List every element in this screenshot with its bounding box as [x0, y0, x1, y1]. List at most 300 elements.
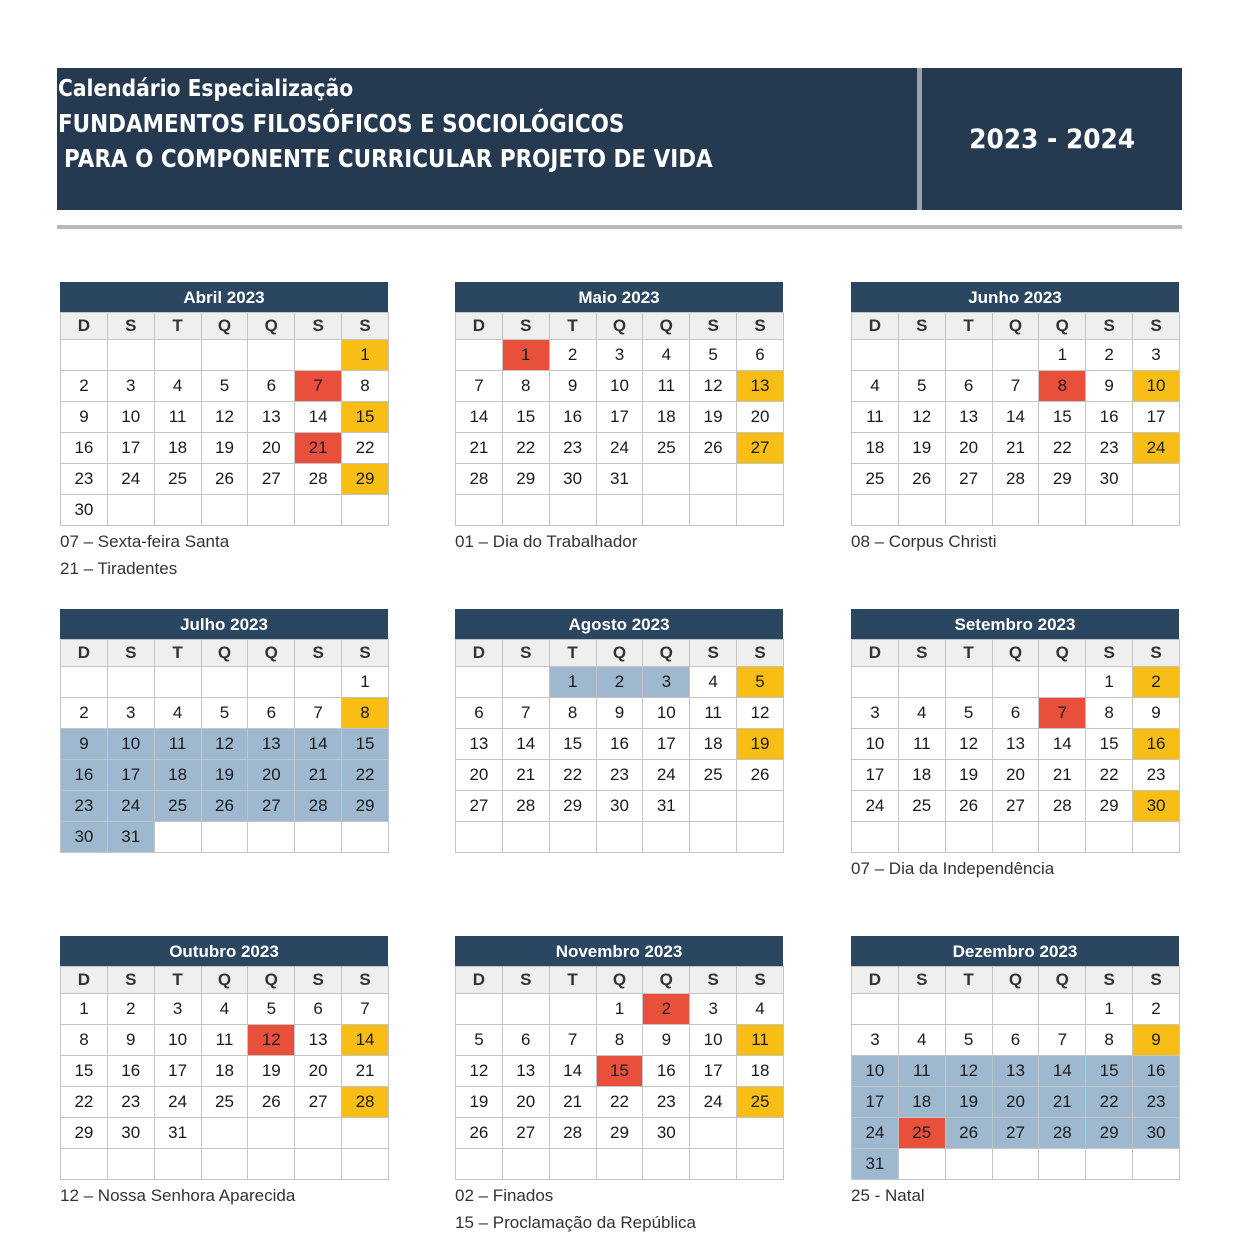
week-row — [852, 340, 1180, 371]
weekday-header: Q — [992, 640, 1039, 667]
empty-cell — [945, 495, 992, 526]
day-cell: 18 — [690, 729, 737, 760]
month-calendar — [851, 282, 1179, 555]
day-cell: 11 — [852, 402, 899, 433]
day-cell: 29 — [61, 1118, 108, 1149]
day-cell: 9 — [549, 371, 596, 402]
empty-cell — [737, 822, 784, 853]
week-row — [456, 402, 784, 433]
day-cell: 10 — [1133, 371, 1180, 402]
holiday-notes — [60, 528, 388, 582]
weekday-header: S — [502, 967, 549, 994]
empty-cell — [852, 340, 899, 371]
week-row — [61, 433, 389, 464]
day-cell: 29 — [1086, 1118, 1133, 1149]
month-title: Novembro 2023 — [455, 936, 783, 966]
day-cell: 3 — [852, 698, 899, 729]
day-cell: 15 — [596, 1056, 643, 1087]
day-cell: 31 — [154, 1118, 201, 1149]
weekday-header: Q — [248, 640, 295, 667]
day-cell: 16 — [596, 729, 643, 760]
holiday-note: 07 – Dia da Independência — [851, 859, 1055, 878]
weekday-header: Q — [596, 640, 643, 667]
day-cell: 12 — [945, 729, 992, 760]
day-cell: 24 — [596, 433, 643, 464]
day-cell: 21 — [502, 760, 549, 791]
day-cell: 26 — [456, 1118, 503, 1149]
day-cell: 30 — [549, 464, 596, 495]
day-cell: 20 — [295, 1056, 342, 1087]
empty-cell — [295, 822, 342, 853]
weekday-header: T — [549, 640, 596, 667]
empty-cell — [690, 822, 737, 853]
empty-cell — [1039, 667, 1086, 698]
weekday-header: S — [342, 313, 389, 340]
day-cell: 31 — [107, 822, 154, 853]
holiday-note: 02 – Finados — [455, 1186, 554, 1205]
day-cell: 28 — [1039, 791, 1086, 822]
day-cell: 30 — [643, 1118, 690, 1149]
month-title: Dezembro 2023 — [851, 936, 1179, 966]
week-row — [61, 667, 389, 698]
weekday-header: D — [852, 967, 899, 994]
day-cell: 22 — [342, 760, 389, 791]
day-cell: 7 — [342, 994, 389, 1025]
day-cell: 15 — [549, 729, 596, 760]
day-cell: 9 — [1086, 371, 1133, 402]
day-cell: 26 — [201, 464, 248, 495]
day-cell: 28 — [456, 464, 503, 495]
holiday-notes — [455, 1182, 783, 1236]
weekday-header: Q — [643, 640, 690, 667]
empty-cell — [502, 994, 549, 1025]
day-cell: 30 — [107, 1118, 154, 1149]
day-cell: 25 — [898, 1118, 945, 1149]
day-cell: 24 — [690, 1087, 737, 1118]
day-cell: 27 — [248, 464, 295, 495]
day-cell: 4 — [154, 371, 201, 402]
day-cell: 24 — [107, 464, 154, 495]
empty-cell — [456, 822, 503, 853]
day-cell: 7 — [502, 698, 549, 729]
day-cell: 10 — [852, 1056, 899, 1087]
day-cell: 11 — [201, 1025, 248, 1056]
day-cell: 9 — [643, 1025, 690, 1056]
day-cell: 30 — [61, 822, 108, 853]
day-cell: 15 — [1086, 1056, 1133, 1087]
day-cell: 21 — [295, 760, 342, 791]
day-cell: 29 — [1039, 464, 1086, 495]
day-cell: 27 — [295, 1087, 342, 1118]
day-cell: 26 — [945, 1118, 992, 1149]
weekday-header: S — [107, 967, 154, 994]
month-table — [455, 966, 784, 1180]
day-cell: 13 — [295, 1025, 342, 1056]
day-cell: 21 — [456, 433, 503, 464]
empty-cell — [1133, 822, 1180, 853]
day-cell: 1 — [596, 994, 643, 1025]
day-cell: 4 — [898, 698, 945, 729]
day-cell: 2 — [61, 698, 108, 729]
empty-cell — [549, 495, 596, 526]
month-calendar — [60, 282, 388, 582]
day-cell: 6 — [295, 994, 342, 1025]
weekday-header: D — [61, 967, 108, 994]
weekday-header: Q — [201, 313, 248, 340]
empty-cell — [945, 667, 992, 698]
weekday-header: S — [690, 640, 737, 667]
holiday-notes — [60, 1182, 388, 1209]
empty-cell — [596, 495, 643, 526]
day-cell: 3 — [1133, 340, 1180, 371]
day-cell: 8 — [1086, 698, 1133, 729]
day-cell: 5 — [690, 340, 737, 371]
day-cell: 6 — [737, 340, 784, 371]
day-cell: 12 — [201, 729, 248, 760]
empty-cell — [456, 994, 503, 1025]
empty-cell — [201, 822, 248, 853]
day-cell: 21 — [992, 433, 1039, 464]
weekday-header: S — [1086, 967, 1133, 994]
weekday-header: S — [737, 640, 784, 667]
day-cell: 16 — [643, 1056, 690, 1087]
day-cell: 22 — [502, 433, 549, 464]
day-cell: 25 — [154, 791, 201, 822]
day-cell: 2 — [1133, 994, 1180, 1025]
month-title: Julho 2023 — [60, 609, 388, 639]
weekday-header: Q — [248, 313, 295, 340]
empty-cell — [248, 1118, 295, 1149]
week-row — [61, 822, 389, 853]
day-cell: 26 — [737, 760, 784, 791]
day-cell: 13 — [737, 371, 784, 402]
day-cell: 18 — [898, 1087, 945, 1118]
weekday-header: S — [898, 967, 945, 994]
day-cell: 27 — [456, 791, 503, 822]
week-row — [456, 340, 784, 371]
week-row — [852, 1025, 1180, 1056]
holiday-note: 15 – Proclamação da República — [455, 1213, 696, 1232]
day-cell: 4 — [852, 371, 899, 402]
day-cell: 3 — [643, 667, 690, 698]
day-cell: 31 — [596, 464, 643, 495]
weekday-header: T — [154, 967, 201, 994]
holiday-note: 07 – Sexta-feira Santa — [60, 532, 230, 551]
day-cell: 14 — [1039, 1056, 1086, 1087]
empty-cell — [1133, 495, 1180, 526]
day-cell: 2 — [107, 994, 154, 1025]
weekday-header: S — [1133, 313, 1180, 340]
week-row — [456, 464, 784, 495]
day-cell: 3 — [690, 994, 737, 1025]
day-cell: 12 — [737, 698, 784, 729]
empty-cell — [690, 1149, 737, 1180]
day-cell: 27 — [992, 1118, 1039, 1149]
day-cell: 27 — [502, 1118, 549, 1149]
day-cell: 7 — [456, 371, 503, 402]
weekday-header: S — [1133, 967, 1180, 994]
weekday-header: Q — [643, 313, 690, 340]
day-cell: 2 — [1086, 340, 1133, 371]
day-cell: 8 — [502, 371, 549, 402]
day-cell: 18 — [737, 1056, 784, 1087]
header-line-2: FUNDAMENTOS FILOSÓFICOS E SOCIOLÓGICOS — [58, 109, 625, 138]
day-cell: 19 — [201, 433, 248, 464]
day-cell: 14 — [295, 729, 342, 760]
weekday-header: Q — [1039, 640, 1086, 667]
empty-cell — [107, 1149, 154, 1180]
holiday-note: 25 - Natal — [851, 1186, 925, 1205]
day-cell: 1 — [342, 667, 389, 698]
day-cell: 18 — [201, 1056, 248, 1087]
day-cell: 24 — [852, 1118, 899, 1149]
empty-cell — [201, 495, 248, 526]
day-cell: 20 — [456, 760, 503, 791]
day-cell: 13 — [456, 729, 503, 760]
day-cell: 24 — [643, 760, 690, 791]
empty-cell — [61, 1149, 108, 1180]
weekday-header: S — [107, 640, 154, 667]
weekday-header: S — [690, 313, 737, 340]
month-calendar — [455, 936, 783, 1236]
day-cell: 14 — [295, 402, 342, 433]
empty-cell — [852, 667, 899, 698]
day-cell: 16 — [61, 760, 108, 791]
week-row — [61, 1056, 389, 1087]
week-row — [456, 822, 784, 853]
day-cell: 19 — [690, 402, 737, 433]
week-row — [61, 1025, 389, 1056]
day-cell: 25 — [154, 464, 201, 495]
day-cell: 18 — [154, 433, 201, 464]
day-cell: 21 — [1039, 1087, 1086, 1118]
empty-cell — [295, 495, 342, 526]
header-line-1: Calendário Especialização — [58, 76, 354, 102]
month-table — [60, 639, 389, 853]
day-cell: 9 — [61, 729, 108, 760]
empty-cell — [154, 495, 201, 526]
week-row — [61, 371, 389, 402]
empty-cell — [992, 994, 1039, 1025]
day-cell: 2 — [549, 340, 596, 371]
day-cell: 29 — [596, 1118, 643, 1149]
day-cell: 25 — [201, 1087, 248, 1118]
empty-cell — [248, 667, 295, 698]
day-cell: 9 — [1133, 698, 1180, 729]
empty-cell — [201, 340, 248, 371]
day-cell: 22 — [596, 1087, 643, 1118]
empty-cell — [898, 495, 945, 526]
weekday-header: S — [690, 967, 737, 994]
day-cell: 4 — [898, 1025, 945, 1056]
day-cell: 13 — [502, 1056, 549, 1087]
week-row — [61, 495, 389, 526]
week-row — [852, 1056, 1180, 1087]
day-cell: 11 — [154, 402, 201, 433]
day-cell: 8 — [1086, 1025, 1133, 1056]
day-cell: 14 — [549, 1056, 596, 1087]
day-cell: 9 — [61, 402, 108, 433]
day-cell: 17 — [107, 433, 154, 464]
day-cell: 31 — [852, 1149, 899, 1180]
day-cell: 24 — [852, 791, 899, 822]
day-cell: 15 — [1086, 729, 1133, 760]
day-cell: 16 — [549, 402, 596, 433]
day-cell: 20 — [737, 402, 784, 433]
day-cell: 23 — [61, 791, 108, 822]
weekday-header: T — [945, 313, 992, 340]
day-cell: 7 — [1039, 698, 1086, 729]
header-year: 2023 - 2024 — [969, 123, 1135, 155]
empty-cell — [898, 822, 945, 853]
empty-cell — [643, 495, 690, 526]
empty-cell — [201, 667, 248, 698]
day-cell: 13 — [945, 402, 992, 433]
header-year-block — [922, 68, 1182, 210]
week-row — [852, 433, 1180, 464]
week-row — [852, 994, 1180, 1025]
day-cell: 17 — [852, 760, 899, 791]
empty-cell — [992, 495, 1039, 526]
month-calendar — [455, 609, 783, 853]
weekday-header: T — [945, 640, 992, 667]
empty-cell — [549, 1149, 596, 1180]
day-cell: 17 — [690, 1056, 737, 1087]
day-cell: 22 — [342, 433, 389, 464]
month-calendar — [851, 936, 1179, 1209]
day-cell: 18 — [898, 760, 945, 791]
month-table — [60, 966, 389, 1180]
week-row — [61, 698, 389, 729]
day-cell: 5 — [945, 1025, 992, 1056]
week-row — [852, 1087, 1180, 1118]
empty-cell — [737, 791, 784, 822]
weekday-header: D — [61, 640, 108, 667]
week-row — [852, 371, 1180, 402]
week-row — [852, 1118, 1180, 1149]
week-row — [456, 1025, 784, 1056]
day-cell: 15 — [342, 402, 389, 433]
empty-cell — [549, 994, 596, 1025]
week-row — [456, 698, 784, 729]
weekday-header: S — [1086, 313, 1133, 340]
empty-cell — [898, 667, 945, 698]
day-cell: 25 — [852, 464, 899, 495]
day-cell: 21 — [1039, 760, 1086, 791]
header-line-3: PARA O COMPONENTE CURRICULAR PROJETO DE VIDA — [64, 144, 713, 173]
week-row — [61, 340, 389, 371]
day-cell: 17 — [643, 729, 690, 760]
empty-cell — [502, 1149, 549, 1180]
day-cell: 1 — [1086, 994, 1133, 1025]
weekday-header: S — [737, 967, 784, 994]
empty-cell — [898, 340, 945, 371]
empty-cell — [342, 822, 389, 853]
empty-cell — [201, 1149, 248, 1180]
week-row — [456, 1118, 784, 1149]
empty-cell — [248, 495, 295, 526]
week-row — [456, 791, 784, 822]
empty-cell — [1086, 822, 1133, 853]
weekday-header: S — [502, 640, 549, 667]
empty-cell — [737, 464, 784, 495]
day-cell: 30 — [1133, 791, 1180, 822]
day-cell: 23 — [61, 464, 108, 495]
day-cell: 5 — [898, 371, 945, 402]
day-cell: 14 — [502, 729, 549, 760]
day-cell: 9 — [1133, 1025, 1180, 1056]
day-cell: 15 — [1039, 402, 1086, 433]
day-cell: 10 — [690, 1025, 737, 1056]
empty-cell — [456, 1149, 503, 1180]
holiday-note: 08 – Corpus Christi — [851, 532, 997, 551]
week-row — [456, 495, 784, 526]
week-row — [61, 402, 389, 433]
day-cell: 2 — [61, 371, 108, 402]
empty-cell — [154, 667, 201, 698]
holiday-notes — [455, 528, 783, 555]
day-cell: 6 — [456, 698, 503, 729]
day-cell: 27 — [945, 464, 992, 495]
day-cell: 17 — [852, 1087, 899, 1118]
day-cell: 8 — [596, 1025, 643, 1056]
day-cell: 5 — [737, 667, 784, 698]
weekday-header: S — [898, 640, 945, 667]
day-cell: 14 — [456, 402, 503, 433]
day-cell: 1 — [1086, 667, 1133, 698]
day-cell: 20 — [945, 433, 992, 464]
day-cell: 2 — [596, 667, 643, 698]
empty-cell — [690, 495, 737, 526]
day-cell: 1 — [61, 994, 108, 1025]
day-cell: 28 — [1039, 1118, 1086, 1149]
day-cell: 14 — [342, 1025, 389, 1056]
month-calendar — [455, 282, 783, 555]
weekday-header: S — [295, 640, 342, 667]
day-cell: 7 — [295, 698, 342, 729]
day-cell: 29 — [502, 464, 549, 495]
empty-cell — [201, 1118, 248, 1149]
day-cell: 19 — [898, 433, 945, 464]
empty-cell — [1133, 1149, 1180, 1180]
day-cell: 8 — [549, 698, 596, 729]
empty-cell — [1133, 464, 1180, 495]
day-cell: 11 — [898, 729, 945, 760]
weekday-header: D — [456, 967, 503, 994]
month-table — [851, 312, 1180, 526]
weekday-header: Q — [596, 967, 643, 994]
day-cell: 23 — [1086, 433, 1133, 464]
day-cell: 10 — [643, 698, 690, 729]
day-cell: 19 — [201, 760, 248, 791]
day-cell: 26 — [201, 791, 248, 822]
week-row — [852, 402, 1180, 433]
day-cell: 1 — [502, 340, 549, 371]
weekday-header: D — [61, 313, 108, 340]
week-row — [61, 760, 389, 791]
empty-cell — [992, 667, 1039, 698]
day-cell: 26 — [690, 433, 737, 464]
week-row — [852, 729, 1180, 760]
day-cell: 28 — [342, 1087, 389, 1118]
holiday-note: 01 – Dia do Trabalhador — [455, 532, 638, 551]
week-row — [852, 760, 1180, 791]
empty-cell — [643, 1149, 690, 1180]
week-row — [61, 1118, 389, 1149]
empty-cell — [690, 1118, 737, 1149]
month-calendar — [60, 936, 388, 1209]
empty-cell — [1039, 495, 1086, 526]
